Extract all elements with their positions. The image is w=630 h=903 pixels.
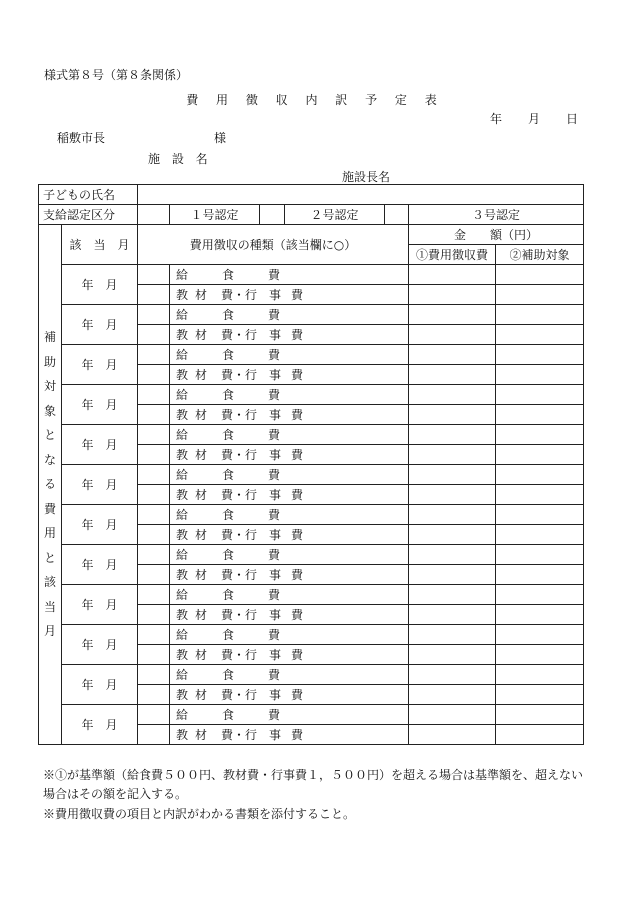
month-block-row-meal (39, 585, 584, 605)
column-header-type: 費用徴収の種類（該当欄に○） (138, 225, 409, 265)
vertical-label-char: 当 (43, 599, 56, 614)
item-material-char: 教 (176, 568, 189, 582)
item-meal-char: 食 (222, 508, 235, 522)
item-meal-char: 食 (222, 428, 235, 442)
item-meal-char: 食 (222, 708, 235, 722)
material-check-cell[interactable] (138, 725, 170, 745)
cert-3-label: ３号認定 (409, 205, 584, 225)
month-block-row-meal (39, 665, 584, 685)
month-year-label: 年 (81, 518, 94, 532)
item-material-char: 費・行 (221, 688, 258, 702)
material-subsidy-target-cell[interactable] (496, 325, 584, 345)
cert-1-label: １号認定 (170, 205, 260, 225)
vertical-label-char: 用 (43, 526, 56, 541)
item-material-char: 費・行 (221, 448, 258, 462)
meal-subsidy-target-cell[interactable] (496, 305, 584, 325)
month-cell[interactable] (62, 585, 138, 625)
item-material-char: 事 (269, 608, 282, 622)
month-year-label: 年 (81, 678, 94, 692)
item-material-char: 事 (269, 368, 282, 382)
item-material-event-fee (170, 485, 409, 505)
material-collected-fee-cell[interactable] (409, 725, 496, 745)
meal-collected-fee-cell[interactable] (409, 385, 496, 405)
date-month-label: 月 (528, 112, 541, 126)
item-material-char: 費・行 (221, 368, 258, 382)
month-month-label: 月 (105, 398, 118, 412)
director-name-label: 施設長名 (342, 170, 391, 184)
item-meal-char: 給 (176, 468, 189, 482)
item-material-char: 費・行 (221, 608, 258, 622)
month-month-label: 月 (105, 438, 118, 452)
material-check-cell[interactable] (138, 405, 170, 425)
item-meal-fee (170, 305, 409, 325)
item-meal-char: 費 (268, 708, 281, 722)
material-collected-fee-cell[interactable] (409, 605, 496, 625)
addressee: 稲敷市長 (57, 131, 106, 145)
item-meal-char: 食 (222, 388, 235, 402)
item-meal-char: 給 (176, 268, 189, 282)
item-material-char: 事 (269, 288, 282, 302)
material-collected-fee-cell[interactable] (409, 565, 496, 585)
form-number: 様式第８号（第８条関係） (44, 68, 189, 82)
item-material-char: 費 (291, 368, 304, 382)
material-check-cell[interactable] (138, 365, 170, 385)
item-material-char: 教 (176, 448, 189, 462)
cert-1-checkbox[interactable] (138, 205, 170, 225)
item-material-event-fee (170, 445, 409, 465)
meal-collected-fee-cell[interactable] (409, 665, 496, 685)
item-material-event-fee (170, 565, 409, 585)
meal-subsidy-target-cell[interactable] (496, 425, 584, 445)
column-header-month: 該 当 月 (62, 225, 138, 265)
material-subsidy-target-cell[interactable] (496, 445, 584, 465)
material-check-cell[interactable] (138, 685, 170, 705)
month-year-label: 年 (81, 478, 94, 492)
item-material-char: 事 (269, 648, 282, 662)
material-subsidy-target-cell[interactable] (496, 605, 584, 625)
item-meal-char: 給 (176, 428, 189, 442)
material-subsidy-target-cell[interactable] (496, 285, 584, 305)
meal-collected-fee-cell[interactable] (409, 545, 496, 565)
month-month-label: 月 (105, 638, 118, 652)
cert-3-checkbox[interactable] (385, 205, 409, 225)
month-cell[interactable] (62, 345, 138, 385)
item-material-char: 事 (269, 448, 282, 462)
cert-2-checkbox[interactable] (260, 205, 285, 225)
item-meal-char: 食 (222, 268, 235, 282)
expense-table (38, 184, 584, 745)
month-year-label: 年 (81, 718, 94, 732)
material-collected-fee-cell[interactable] (409, 525, 496, 545)
material-collected-fee-cell[interactable] (409, 645, 496, 665)
item-meal-char: 給 (176, 668, 189, 682)
month-block-row-meal (39, 305, 584, 325)
meal-collected-fee-cell[interactable] (409, 625, 496, 645)
item-material-char: 材 (195, 608, 208, 622)
item-meal-char: 食 (222, 348, 235, 362)
month-cell[interactable] (62, 385, 138, 425)
item-material-char: 材 (195, 288, 208, 302)
month-cell[interactable] (62, 705, 138, 745)
item-material-char: 費 (291, 528, 304, 542)
meal-check-cell[interactable] (138, 545, 170, 565)
item-material-event-fee (170, 405, 409, 425)
item-meal-char: 給 (176, 588, 189, 602)
meal-subsidy-target-cell[interactable] (496, 545, 584, 565)
month-block-row-meal (39, 505, 584, 525)
month-month-label: 月 (105, 718, 118, 732)
meal-subsidy-target-cell[interactable] (496, 465, 584, 485)
vertical-label-char: 象 (43, 403, 56, 418)
month-block-row-meal (39, 625, 584, 645)
child-name-field[interactable] (138, 185, 584, 205)
document-title: 費 用 徴 収 内 訳 予 定 表 (186, 93, 444, 107)
item-material-char: 費・行 (221, 328, 258, 342)
item-material-char: 材 (195, 688, 208, 702)
month-year-label: 年 (81, 318, 94, 332)
item-meal-fee (170, 705, 409, 725)
material-check-cell[interactable] (138, 645, 170, 665)
item-meal-char: 給 (176, 388, 189, 402)
item-meal-char: 給 (176, 548, 189, 562)
item-material-char: 教 (176, 688, 189, 702)
meal-collected-fee-cell[interactable] (409, 505, 496, 525)
meal-check-cell[interactable] (138, 665, 170, 685)
material-collected-fee-cell[interactable] (409, 445, 496, 465)
item-material-char: 材 (195, 328, 208, 342)
item-material-char: 費 (291, 328, 304, 342)
header-row-1 (39, 225, 584, 245)
item-material-char: 費 (291, 728, 304, 742)
note-2: ※費用徴収費の項目と内訳がわかる書類を添付すること。 (43, 807, 356, 821)
month-month-label: 月 (105, 278, 118, 292)
material-check-cell[interactable] (138, 485, 170, 505)
item-material-char: 費・行 (221, 648, 258, 662)
item-meal-fee (170, 385, 409, 405)
month-month-label: 月 (105, 318, 118, 332)
meal-check-cell[interactable] (138, 345, 170, 365)
cert-2-label: ２号認定 (285, 205, 385, 225)
month-cell[interactable] (62, 265, 138, 305)
month-year-label: 年 (81, 358, 94, 372)
item-meal-fee (170, 665, 409, 685)
meal-collected-fee-cell[interactable] (409, 585, 496, 605)
item-meal-char: 費 (268, 348, 281, 362)
subsidy-target-vertical-label (39, 225, 62, 745)
item-meal-char: 給 (176, 708, 189, 722)
item-material-event-fee (170, 685, 409, 705)
child-name-row (39, 185, 584, 205)
item-meal-char: 食 (222, 588, 235, 602)
month-block-row-meal (39, 705, 584, 725)
item-material-char: 材 (195, 568, 208, 582)
item-material-char: 費・行 (221, 728, 258, 742)
item-material-char: 費 (291, 448, 304, 462)
item-material-char: 教 (176, 408, 189, 422)
item-meal-char: 食 (222, 668, 235, 682)
vertical-label-char: 助 (43, 354, 56, 369)
item-material-char: 費・行 (221, 288, 258, 302)
item-material-char: 費・行 (221, 568, 258, 582)
month-year-label: 年 (81, 278, 94, 292)
column-header-collected-fee: ①費用徴収費 (409, 245, 496, 265)
item-meal-char: 費 (268, 628, 281, 642)
item-meal-fee (170, 465, 409, 485)
item-material-char: 教 (176, 528, 189, 542)
item-meal-char: 給 (176, 508, 189, 522)
meal-subsidy-target-cell[interactable] (496, 505, 584, 525)
meal-check-cell[interactable] (138, 385, 170, 405)
item-material-char: 費・行 (221, 528, 258, 542)
item-material-char: 費・行 (221, 488, 258, 502)
meal-subsidy-target-cell[interactable] (496, 265, 584, 285)
month-month-label: 月 (105, 558, 118, 572)
vertical-label-char: と (43, 428, 56, 443)
vertical-label-char: な (43, 452, 56, 467)
item-meal-char: 食 (222, 308, 235, 322)
meal-check-cell[interactable] (138, 305, 170, 325)
item-material-char: 教 (176, 608, 189, 622)
note-1-continued: 場合はその額を記入する。 (43, 787, 188, 801)
item-material-char: 教 (176, 288, 189, 302)
material-subsidy-target-cell[interactable] (496, 645, 584, 665)
item-material-char: 事 (269, 488, 282, 502)
item-material-char: 材 (195, 408, 208, 422)
material-check-cell[interactable] (138, 445, 170, 465)
child-name-label: 子どもの氏名 (39, 185, 138, 205)
item-material-event-fee (170, 725, 409, 745)
item-material-char: 費 (291, 688, 304, 702)
item-meal-char: 費 (268, 428, 281, 442)
meal-collected-fee-cell[interactable] (409, 265, 496, 285)
item-material-char: 事 (269, 528, 282, 542)
item-material-char: 材 (195, 448, 208, 462)
certification-row (39, 205, 584, 225)
item-material-char: 費 (291, 608, 304, 622)
material-subsidy-target-cell[interactable] (496, 685, 584, 705)
material-check-cell[interactable] (138, 525, 170, 545)
item-material-event-fee (170, 285, 409, 305)
month-block-row-meal (39, 385, 584, 405)
item-meal-char: 給 (176, 308, 189, 322)
item-material-char: 費 (291, 288, 304, 302)
meal-subsidy-target-cell[interactable] (496, 345, 584, 365)
vertical-label-char: 対 (43, 379, 56, 394)
item-meal-char: 費 (268, 388, 281, 402)
meal-check-cell[interactable] (138, 265, 170, 285)
item-material-char: 材 (195, 488, 208, 502)
item-material-char: 事 (269, 688, 282, 702)
month-year-label: 年 (81, 598, 94, 612)
meal-subsidy-target-cell[interactable] (496, 705, 584, 725)
month-month-label: 月 (105, 678, 118, 692)
material-subsidy-target-cell[interactable] (496, 725, 584, 745)
meal-check-cell[interactable] (138, 505, 170, 525)
meal-subsidy-target-cell[interactable] (496, 625, 584, 645)
material-subsidy-target-cell[interactable] (496, 525, 584, 545)
item-meal-char: 食 (222, 628, 235, 642)
material-collected-fee-cell[interactable] (409, 365, 496, 385)
date-day-label: 日 (566, 112, 579, 126)
meal-check-cell[interactable] (138, 705, 170, 725)
item-material-char: 教 (176, 328, 189, 342)
item-meal-char: 費 (268, 308, 281, 322)
meal-check-cell[interactable] (138, 625, 170, 645)
month-month-label: 月 (105, 518, 118, 532)
item-material-char: 材 (195, 728, 208, 742)
note-1: ※①が基準額（給食費５００円、教材費・行事費１，５００円）を超える場合は基準額を、超えない (43, 768, 584, 782)
vertical-label-char: 該 (43, 575, 56, 590)
item-material-char: 費 (291, 488, 304, 502)
item-material-char: 費 (291, 568, 304, 582)
meal-subsidy-target-cell[interactable] (496, 585, 584, 605)
material-check-cell[interactable] (138, 285, 170, 305)
item-meal-fee (170, 265, 409, 285)
month-year-label: 年 (81, 638, 94, 652)
item-material-char: 材 (195, 528, 208, 542)
material-subsidy-target-cell[interactable] (496, 365, 584, 385)
material-collected-fee-cell[interactable] (409, 285, 496, 305)
month-cell[interactable] (62, 305, 138, 345)
vertical-label-char: と (43, 550, 56, 565)
month-year-label: 年 (81, 558, 94, 572)
material-check-cell[interactable] (138, 565, 170, 585)
honorific: 様 (214, 131, 227, 145)
meal-collected-fee-cell[interactable] (409, 465, 496, 485)
vertical-label-char: 月 (43, 624, 56, 639)
date-year-label: 年 (490, 112, 503, 126)
item-meal-char: 食 (222, 468, 235, 482)
month-block-row-meal (39, 545, 584, 565)
month-block-row-meal (39, 425, 584, 445)
item-meal-char: 費 (268, 508, 281, 522)
month-block-row-meal (39, 265, 584, 285)
item-meal-fee (170, 545, 409, 565)
month-cell[interactable] (62, 505, 138, 545)
month-cell[interactable] (62, 665, 138, 705)
item-material-char: 材 (195, 368, 208, 382)
material-subsidy-target-cell[interactable] (496, 405, 584, 425)
meal-check-cell[interactable] (138, 585, 170, 605)
item-material-event-fee (170, 525, 409, 545)
item-material-event-fee (170, 365, 409, 385)
vertical-label-char: 補 (43, 330, 56, 345)
item-meal-char: 費 (268, 268, 281, 282)
material-collected-fee-cell[interactable] (409, 485, 496, 505)
month-block-row-meal (39, 345, 584, 365)
month-year-label: 年 (81, 438, 94, 452)
month-cell[interactable] (62, 465, 138, 505)
month-block-row-meal (39, 465, 584, 485)
date-line (490, 110, 578, 127)
item-material-char: 費・行 (221, 408, 258, 422)
item-meal-fee (170, 625, 409, 645)
meal-subsidy-target-cell[interactable] (496, 665, 584, 685)
item-material-char: 事 (269, 568, 282, 582)
material-subsidy-target-cell[interactable] (496, 485, 584, 505)
vertical-label-char: 費 (43, 501, 56, 516)
meal-collected-fee-cell[interactable] (409, 305, 496, 325)
material-collected-fee-cell[interactable] (409, 405, 496, 425)
material-subsidy-target-cell[interactable] (496, 565, 584, 585)
meal-subsidy-target-cell[interactable] (496, 385, 584, 405)
meal-collected-fee-cell[interactable] (409, 705, 496, 725)
month-month-label: 月 (105, 358, 118, 372)
meal-check-cell[interactable] (138, 465, 170, 485)
material-collected-fee-cell[interactable] (409, 325, 496, 345)
material-check-cell[interactable] (138, 605, 170, 625)
material-check-cell[interactable] (138, 325, 170, 345)
item-meal-fee (170, 505, 409, 525)
month-year-label: 年 (81, 398, 94, 412)
material-collected-fee-cell[interactable] (409, 685, 496, 705)
item-meal-fee (170, 425, 409, 445)
item-meal-char: 給 (176, 628, 189, 642)
item-meal-fee (170, 345, 409, 365)
item-meal-char: 食 (222, 548, 235, 562)
item-meal-char: 費 (268, 668, 281, 682)
column-header-subsidy-target: ②補助対象 (496, 245, 584, 265)
month-cell[interactable] (62, 425, 138, 465)
item-material-char: 事 (269, 328, 282, 342)
meal-check-cell[interactable] (138, 425, 170, 445)
item-material-char: 材 (195, 648, 208, 662)
month-cell[interactable] (62, 545, 138, 585)
item-material-char: 教 (176, 728, 189, 742)
item-meal-fee (170, 585, 409, 605)
vertical-label-char: る (43, 477, 56, 492)
item-material-char: 教 (176, 368, 189, 382)
item-material-char: 費 (291, 648, 304, 662)
item-meal-char: 費 (268, 468, 281, 482)
item-material-event-fee (170, 605, 409, 625)
item-material-char: 事 (269, 408, 282, 422)
certification-label: 支給認定区分 (39, 205, 138, 225)
meal-collected-fee-cell[interactable] (409, 345, 496, 365)
column-header-amount: 金 額（円） (409, 225, 584, 245)
item-meal-char: 費 (268, 588, 281, 602)
item-material-char: 教 (176, 488, 189, 502)
item-material-char: 事 (269, 728, 282, 742)
item-material-event-fee (170, 645, 409, 665)
month-cell[interactable] (62, 625, 138, 665)
item-material-char: 教 (176, 648, 189, 662)
month-month-label: 月 (105, 598, 118, 612)
item-meal-char: 費 (268, 548, 281, 562)
item-material-event-fee (170, 325, 409, 345)
meal-collected-fee-cell[interactable] (409, 425, 496, 445)
item-material-char: 費 (291, 408, 304, 422)
facility-name-label: 施 設 名 (148, 152, 212, 166)
month-month-label: 月 (105, 478, 118, 492)
item-meal-char: 給 (176, 348, 189, 362)
